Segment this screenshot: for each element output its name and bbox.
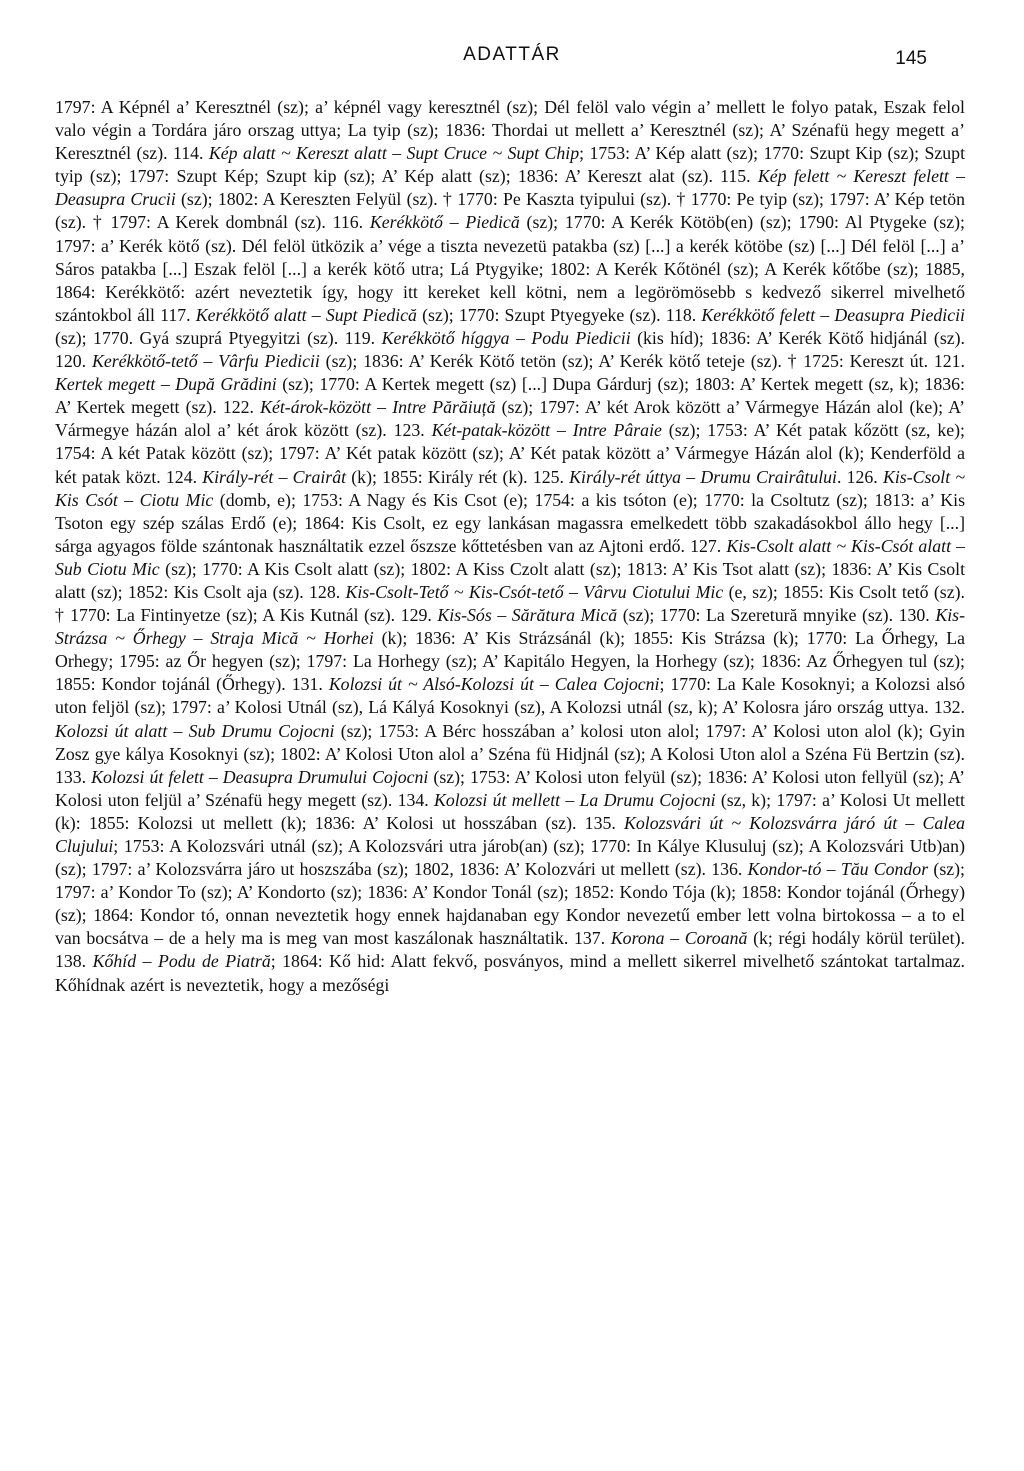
entry-text: . 126. [836,466,883,487]
entry-headword: Korona – Coroană [610,928,748,949]
entry-headword: Kis-Csolt-Tető ~ Kis-Csót-tető – Vârvu Ciotului Mic [345,581,724,602]
entry-headword: Kondor-tó – Tău Condor [747,859,929,880]
entry-text: (sz); 1770: A Kerék Kötöb(en) (sz); 1790: Al Ptygeke (sz); 1797: a’ Kerék kötő (sz). Dél felöl ütközik a’ vége a tiszta nevezetü patakba (sz) [...] a kerék kötöbe (sz) [...] Dél felöl [...] a’ Sáros patakba [...] Eszak felöl [...] a kerék kötő utra; Lá Ptygyike; 1802: A Kerék Kőtönél (sz); A Kerék kőtőbe (sz); 1885, 1864: Kerékkötő: azért neveztetik így, hogy itt kereket kell kötni, nem a legörömösebb s kedvező sikerrel mivelhető szántokbol áll 117. [55,212,965,325]
entry-text: (k; régi hodály körül terület). 138. [55,928,965,972]
entry-headword: Kis-Sós – Sărătura Mică [437,605,618,626]
entry-text: (sz); 1770: La Szeretură mnyike (sz). 130. [617,605,936,626]
body-text [55,96,965,997]
entry-headword: Két-árok-között – Intre Părăiuță [260,397,496,418]
entry-headword: Kerékkötő – Piedică [369,212,520,233]
entry-text: (sz); 1753: A’ Kolosi uton felyül (sz); 1836: A’ Kolosi uton fellyül (sz); A’ Kolosi uton feljül a’ Szénafü hegy megett (sz). 134. [55,766,965,810]
entry-headword: Kolozsvári út ~ Kolozsvárra járó út – Calea Clujului [55,812,965,856]
entry-text: (k); 1855: Király rét (k). 125. [346,466,570,487]
entry-text: (domb, e); 1753: A Nagy és Kis Csot (e); 1754: a kis tsóton (e); 1770: la Csoltutz (sz); 1813: a’ Kis Tsoton egy szép szálas Erdő (e); 1864: Kis Csolt, ez egy lankásan magassra emelkedett több szakadásokbol állo hegy [...] sárga agyagos földe szántonak használtatik ezzel őszsze kőttetésben van az Ajtoni erdő. 127. [55,489,965,556]
entry-text: (sz); 1797: A’ két Arok között a’ Vármegye Házán alol (ke); A’ Vármegye házán alol a’ két árok között (sz). 123. [55,397,966,441]
entry-headword: Kolozsi út felett – Deasupra Drumului Cojocni [91,766,429,787]
entry-headword: Kolozsi út alatt – Sub Drumu Cojocni [55,720,335,741]
entry-headword: Király-rét úttya – Drumu Crairâtului [569,466,837,487]
entry-text: (sz); 1753: A Bérc hosszában a’ kolosi uton alol; 1797: A’ Kolosi uton alol (k); Gyin Zosz gye kálya Kosoknyi (sz); 1802: A’ Kolosi Uton alol a’ Széna fü Hidjnál (sz); A Kolosi Uton alol a Széna Fü Bertzin (sz). 133. [55,720,965,787]
entry-headword: Kőhíd – Podu de Piatră [92,951,271,972]
entry-text: ; 1753: A’ Kép alatt (sz); 1770: Szupt Kip (sz); Szupt tyip (sz); 1797: Szupt Kép; Szupt kip (sz); A’ Kép alatt (sz); 1836: A’ Kereszt alat (sz). 115. [55,143,966,187]
entry-headword: Kerékkötő-tető – Vârfu Piedicii [91,351,320,372]
entry-text: 1797: A Képnél a’ Keresztnél (sz); a’ képnél vagy keresztnél (sz); Dél felöl valo végin a’ mellett le folyo patak, Eszak felol valo végin a Tordára járo orszag uttya; La tyip (sz); 1836: Thordai ut mellett a’ Keresztnél (sz); A’ Szénafü hegy megett a’ Keresztnél (sz). 114. [55,97,965,164]
entry-text: (sz); 1770: A Kertek megett (sz) [...] Dupa Gárdurj (sz); 1803: A’ Kertek megett (sz, k); 1836: A’ Kertek megett (sz). 122. [55,374,965,418]
entry-text: (sz); 1802: A Kereszten Felyül (sz). † 1770: Pe Kaszta tyipului (sz). † 1770: Pe tyip (sz); 1797: A’ Kép tetön (sz). † 1797: A Kerek dombnál (sz). 116. [55,189,965,233]
entry-headword: Kertek megett – După Grădini [55,374,277,395]
entry-headword: Kerékkötő felett – Deasupra Piedicii [701,304,965,325]
entry-text: ; 1770: La Kale Kosoknyi; a Kolozsi alsó uton feljöl (sz); 1797: a’ Kolosi Utnál (sz), Lá Kályá Kosoknyi (sz), A Kolozsi utnál (sz, k); A’ Kolosra járo ország uttya. 132. [55,674,966,718]
entry-headword: Király-rét – Crairât [202,466,347,487]
entry-headword: Kép felett ~ Kereszt felett – Deasupra Crucii [55,166,966,210]
entry-text: (sz, k); 1797: a’ Kolosi Ut mellett (k): 1855: Kolozsi ut mellett (k); 1836: A’ Kolosi ut hosszában (sz). 135. [55,789,965,833]
entry-headword: Kerékkötő alatt – Supt Piedică [195,304,417,325]
entry-text: (k); 1836: A’ Kis Strázsánál (k); 1855: Kis Strázsa (k); 1770: La Őrhegy, La Orhegy; 1795: az Őr hegyen (sz); 1797: La Horhegy (sz); A’ Kapitálo Hegyen, la Horhegy (sz); 1836: Az Őrhegyen tul (sz); 1855: Kondor tojánál (Őrhegy). 131. [55,628,966,695]
running-head: ADATTÁR [463,44,561,65]
entry-text: (sz); 1797: a’ Kondor To (sz); A’ Kondorto (sz); 1836: A’ Kondor Tonál (sz); 1852: Kondo Tója (k); 1858: Kondor tojánál (Őrhegy) (sz); 1864: Kondor tó, onnan neveztetik hogy ennek hajdanaban egy Kondor nevezetű ember lett volna birtokossa – a to el van bocsátva – de a hely ma is meg van most kaszálonak használtatik. 137. [55,859,965,949]
entry-text: (sz); 1770: A Kis Csolt alatt (sz); 1802: A Kiss Czolt alatt (sz); 1813: A’ Kis Tsot alatt (sz); 1836: A’ Kis Csolt alatt (sz); 1852: Kis Csolt aja (sz). 128. [55,558,966,602]
entry-headword: Kolozsi út ~ Alsó-Kolozsi út – Calea Cojocni [328,674,660,695]
entry-text: (sz); 1770. Gyá szuprá Ptyegyitzi (sz). 119. [55,327,382,348]
entry-headword: Kép alatt ~ Kereszt alatt – Supt Cruce ~ Supt Chip [208,143,580,164]
entry-text: (e, sz); 1855: Kis Csolt tető (sz). † 1770: La Fintinyetze (sz); A Kis Kutnál (sz). 129. [55,581,965,626]
entry-headword: Kis-Csolt alatt ~ Kis-Csót alatt – Sub Ciotu Mic [55,535,965,579]
entry-text: (sz); 1770: Szupt Ptyegyeke (sz). 118. [416,304,702,325]
entry-headword: Kis-Strázsa ~ Őrhegy – Straja Mică ~ Horhei [55,605,965,649]
entry-headword: Két-patak-között – Intre Pâraie [431,420,662,441]
entry-headword: Kolozsi út mellett – La Drumu Cojocni [433,789,716,810]
entry-text: (sz); 1836: A’ Kerék Kötő tetön (sz); A’ Kerék kötő teteje (sz). † 1725: Kereszt út. 121. [319,351,966,372]
entry-headword: Kerékkötő híggya – Podu Piedicii [381,327,631,348]
entry-text: (kis híd); 1836: A’ Kerék Kötő hidjánál (sz). 120. [55,327,966,372]
entry-text: (sz); 1753: A’ Két patak kőzött (sz, ke); 1754: A két Patak között (sz); 1797: A’ Két patak között (sz); A’ Két patak között a’ Vármegye Házán alol (k); Kenderföld a két patak közt. 124. [55,420,965,487]
page-number: 145 [895,48,927,69]
entry-headword: Kis-Csolt ~ Kis Csót – Ciotu Mic [55,466,965,510]
entry-text: ; 1753: A Kolozsvári utnál (sz); A Kolozsvári utra járob(an) (sz); 1770: In Kálye Klusuluj (sz); A Kolozsvári Utb)an) (sz); 1797: a’ Kolozsvárra járo ut hoszszába (sz); 1802, 1836: A’ Kolozvári ut mellett (sz). 136. [55,836,965,880]
entry-text: ; 1864: Kő hid: Alatt fekvő, posványos, mind a mellett sikerrel mivelhető szántokat tartalmaz. Kőhídnak azért is neveztetik, hogy a mezőségi [55,951,966,995]
